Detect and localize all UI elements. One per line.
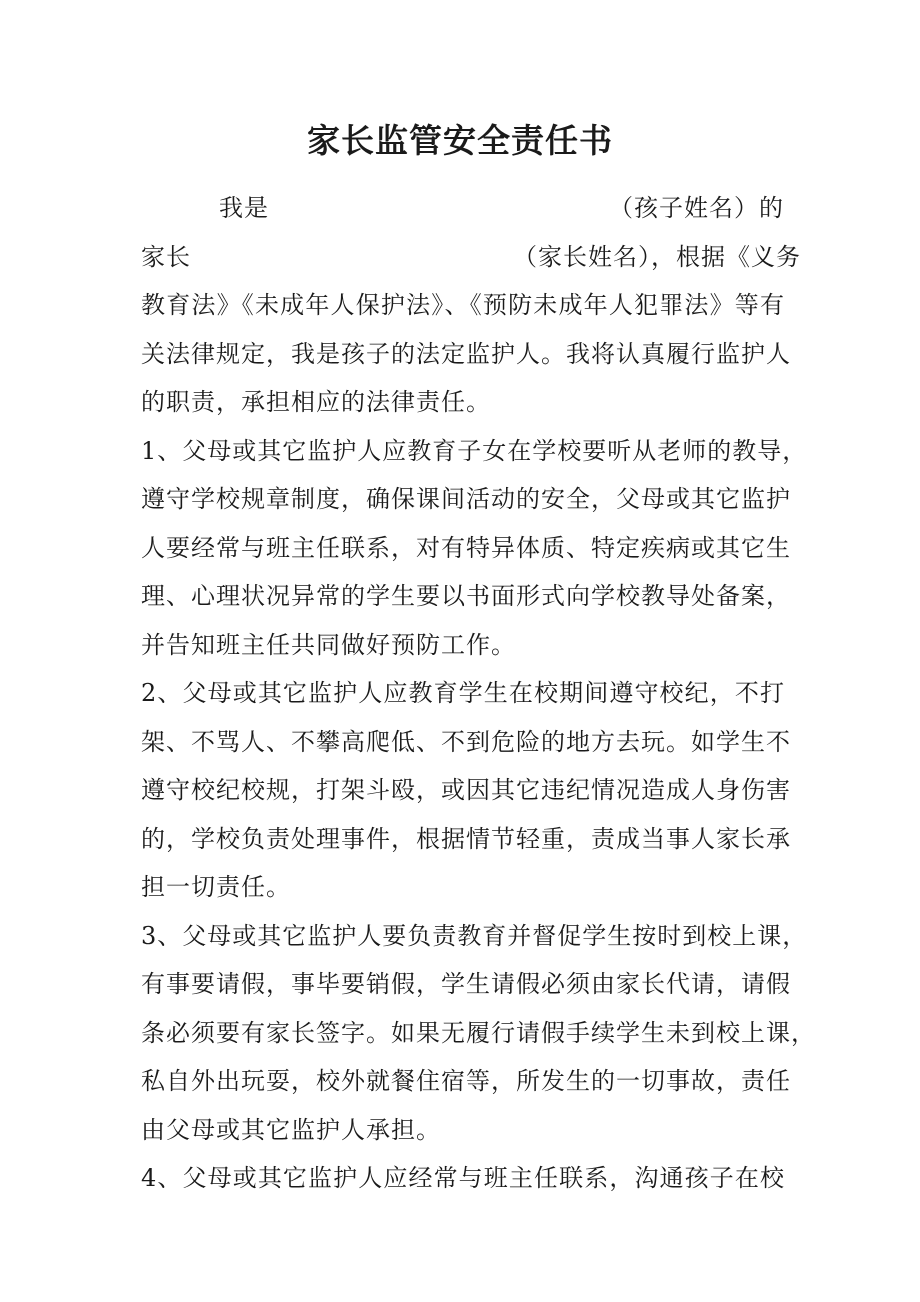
intro-line-4: 关法律规定，我是孩子的法定监护人。我将认真履行监护人 (141, 339, 791, 368)
child-name-label: （孩子姓名）的 (609, 194, 784, 222)
item-3-line-2: 有事要请假，事毕要销假，学生请假必须由家长代请，请假 (141, 970, 791, 998)
item-1-line-2: 遵守学校规章制度，确保课间活动的安全，父母或其它监护 (141, 485, 791, 513)
document-title: 家长监管安全责任书 (307, 121, 613, 160)
item-1-line-1: 1、父母或其它监护人应教育子女在学校要听从老师的教导， (141, 436, 808, 465)
intro-line-2 (141, 233, 801, 282)
item-1-line-5: 并告知班主任共同做好预防工作。 (141, 630, 516, 659)
parent-name-label: （家长姓名），根据《义务 (513, 242, 801, 271)
item-1-line-3: 人要经常与班主任联系，对有特异体质、特定疾病或其它生 (141, 533, 791, 562)
item-3-line-5: 由父母或其它监护人承担。 (141, 1115, 441, 1144)
document-body (141, 184, 816, 1203)
item-2-line-1: 2、父母或其它监护人应教育学生在校期间遵守校纪，不打 (141, 679, 785, 707)
item-3-line-1: 3、父母或其它监护人要负责教育并督促学生按时到校上课， (141, 921, 808, 950)
item-2-line-5: 担一切责任。 (141, 873, 291, 901)
item-4-line-1: 4、父母或其它监护人应经常与班主任联系，沟通孩子在校 (141, 1164, 785, 1192)
item-1-line-4: 理、心理状况异常的学生要以书面形式向学校教导处备案， (141, 582, 791, 610)
item-2-line-4: 的，学校负责处理事件，根据情节轻重，责成当事人家长承 (141, 824, 791, 853)
intro-line-1 (141, 184, 785, 233)
item-2-line-3: 遵守校纪校规，打架斗殴，或因其它违纪情况造成人身伤害 (141, 776, 791, 804)
intro-line-5: 的职责，承担相应的法律责任。 (141, 388, 491, 416)
intro-i-am: 我是 (219, 194, 269, 222)
item-2-line-2: 架、不骂人、不攀高爬低、不到危险的地方去玩。如学生不 (141, 727, 791, 756)
item-3-line-3: 条必须要有家长签字。如果无履行请假手续学生未到校上课， (141, 1018, 816, 1047)
intro-line-3: 教育法》《未成年人保护法》、《预防未成年人犯罪法》等有 (141, 291, 785, 319)
intro-parent: 家长 (141, 242, 191, 271)
item-3-line-4: 私自外出玩耍，校外就餐住宿等，所发生的一切事故，责任 (141, 1067, 791, 1095)
